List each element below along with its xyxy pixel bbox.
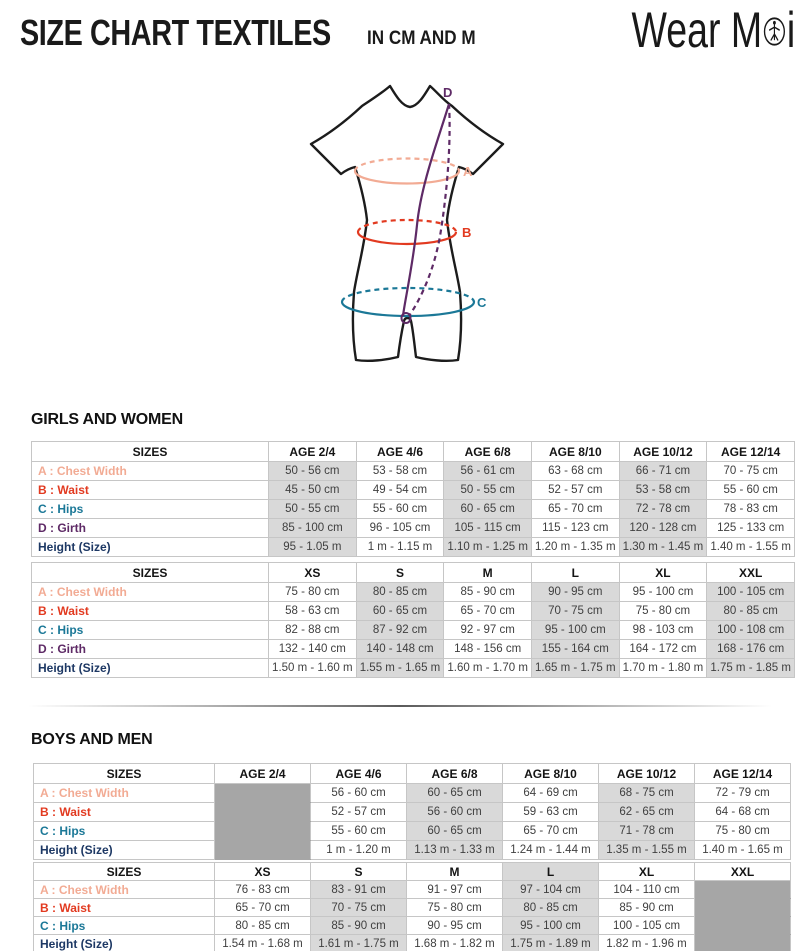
size-cell: 98 - 103 cm (619, 621, 707, 640)
column-header: AGE 2/4 (215, 764, 311, 784)
size-cell: 1.61 m - 1.75 m (311, 935, 407, 951)
size-cell: 95 - 100 cm (619, 583, 707, 602)
size-cell: 75 - 80 cm (407, 899, 503, 917)
column-header: L (531, 563, 619, 583)
row-label: D : Girth (32, 519, 269, 538)
size-cell: 1.40 m - 1.55 m (707, 538, 795, 557)
row-label: Height (Size) (34, 935, 215, 951)
body-measurement-diagram (300, 80, 510, 376)
section-divider (28, 705, 772, 707)
table-row (34, 803, 791, 822)
row-label: A : Chest Width (34, 881, 215, 899)
size-cell: 50 - 56 cm (269, 462, 357, 481)
size-cell: 65 - 70 cm (215, 899, 311, 917)
size-cell: 85 - 90 cm (444, 583, 532, 602)
size-cell: 70 - 75 cm (531, 602, 619, 621)
size-cell: 1.13 m - 1.33 m (407, 841, 503, 860)
row-label: Height (Size) (34, 841, 215, 860)
size-cell: 90 - 95 cm (531, 583, 619, 602)
size-cell: 56 - 60 cm (407, 803, 503, 822)
size-cell (215, 841, 311, 860)
boys-letter-size-table (33, 862, 791, 951)
size-cell: 85 - 100 cm (269, 519, 357, 538)
table-row (32, 621, 795, 640)
column-header: XXL (695, 863, 791, 881)
page-title: SIZE CHART TEXTILES (20, 12, 331, 53)
size-cell: 55 - 60 cm (311, 822, 407, 841)
table-row (34, 917, 791, 935)
size-cell: 55 - 60 cm (707, 481, 795, 500)
size-cell: 1 m - 1.15 m (356, 538, 444, 557)
table-row (34, 935, 791, 951)
header-row (32, 563, 795, 583)
size-cell: 78 - 83 cm (707, 500, 795, 519)
size-cell: 68 - 75 cm (599, 784, 695, 803)
size-cell: 92 - 97 cm (444, 621, 532, 640)
size-cell: 60 - 65 cm (444, 500, 532, 519)
size-cell: 95 - 100 cm (531, 621, 619, 640)
column-header: AGE 4/6 (311, 764, 407, 784)
header-row (34, 863, 791, 881)
column-header: M (407, 863, 503, 881)
row-label: A : Chest Width (32, 462, 269, 481)
chest-ellipse-back (355, 159, 459, 172)
size-cell: 52 - 57 cm (311, 803, 407, 822)
row-label: C : Hips (32, 621, 269, 640)
row-label: C : Hips (32, 500, 269, 519)
size-cell: 1.20 m - 1.35 m (531, 538, 619, 557)
girls-letter-size-table (31, 562, 795, 678)
size-cell: 1.68 m - 1.82 m (407, 935, 503, 951)
size-cell: 62 - 65 cm (599, 803, 695, 822)
chest-label: A (463, 164, 473, 179)
row-label: A : Chest Width (34, 784, 215, 803)
table-row (32, 602, 795, 621)
column-header: XL (619, 563, 707, 583)
size-cell: 80 - 85 cm (215, 917, 311, 935)
column-header: AGE 6/8 (444, 442, 532, 462)
size-cell: 85 - 90 cm (599, 899, 695, 917)
size-cell: 95 - 100 cm (503, 917, 599, 935)
size-cell: 140 - 148 cm (356, 640, 444, 659)
size-cell: 1.55 m - 1.65 m (356, 659, 444, 678)
size-cell: 1.82 m - 1.96 m (599, 935, 695, 951)
size-cell: 125 - 133 cm (707, 519, 795, 538)
table-row (32, 583, 795, 602)
size-cell: 168 - 176 cm (707, 640, 795, 659)
row-label: B : Waist (32, 602, 269, 621)
column-header: AGE 12/14 (707, 442, 795, 462)
size-cell: 75 - 80 cm (695, 822, 791, 841)
row-label: Height (Size) (32, 659, 269, 678)
column-header: S (356, 563, 444, 583)
size-cell: 49 - 54 cm (356, 481, 444, 500)
table-row (34, 881, 791, 899)
size-cell (215, 803, 311, 822)
size-cell: 60 - 65 cm (356, 602, 444, 621)
size-cell (695, 917, 791, 935)
size-cell: 75 - 80 cm (269, 583, 357, 602)
size-cell: 1.40 m - 1.65 m (695, 841, 791, 860)
size-cell: 80 - 85 cm (356, 583, 444, 602)
size-cell: 1.60 m - 1.70 m (444, 659, 532, 678)
size-cell: 56 - 61 cm (444, 462, 532, 481)
size-cell: 56 - 60 cm (311, 784, 407, 803)
size-cell: 105 - 115 cm (444, 519, 532, 538)
size-cell: 83 - 91 cm (311, 881, 407, 899)
size-cell: 1.30 m - 1.45 m (619, 538, 707, 557)
column-header: AGE 8/10 (503, 764, 599, 784)
size-cell: 45 - 50 cm (269, 481, 357, 500)
row-label: C : Hips (34, 822, 215, 841)
column-header: XXL (707, 563, 795, 583)
hips-label: C (477, 295, 487, 310)
size-cell: 100 - 105 cm (707, 583, 795, 602)
size-cell: 115 - 123 cm (531, 519, 619, 538)
size-cell: 53 - 58 cm (619, 481, 707, 500)
column-header: L (503, 863, 599, 881)
size-cell: 1.24 m - 1.44 m (503, 841, 599, 860)
size-cell: 50 - 55 cm (269, 500, 357, 519)
column-header: XS (215, 863, 311, 881)
size-cell: 64 - 68 cm (695, 803, 791, 822)
column-header: AGE 2/4 (269, 442, 357, 462)
page-header (20, 12, 620, 52)
row-label: B : Waist (32, 481, 269, 500)
table-row (34, 899, 791, 917)
size-cell: 1.75 m - 1.89 m (503, 935, 599, 951)
size-cell: 80 - 85 cm (503, 899, 599, 917)
girth-line-back (409, 104, 450, 316)
size-cell: 1.50 m - 1.60 m (269, 659, 357, 678)
section-title-girls-and-women: GIRLS AND WOMEN (31, 411, 183, 428)
size-cell: 100 - 105 cm (599, 917, 695, 935)
size-cell: 65 - 70 cm (503, 822, 599, 841)
size-cell: 59 - 63 cm (503, 803, 599, 822)
body-outline (311, 86, 503, 361)
column-header: XL (599, 863, 695, 881)
header-row (34, 764, 791, 784)
size-cell: 60 - 65 cm (407, 784, 503, 803)
size-cell: 71 - 78 cm (599, 822, 695, 841)
size-cell (695, 935, 791, 951)
row-label: A : Chest Width (32, 583, 269, 602)
size-cell: 120 - 128 cm (619, 519, 707, 538)
size-cell: 148 - 156 cm (444, 640, 532, 659)
size-cell: 91 - 97 cm (407, 881, 503, 899)
girth-label: D (443, 85, 453, 100)
column-header: SIZES (34, 764, 215, 784)
size-cell (695, 881, 791, 899)
table-row (32, 500, 795, 519)
size-cell: 1.70 m - 1.80 m (619, 659, 707, 678)
column-header: SIZES (32, 563, 269, 583)
waist-label: B (462, 225, 472, 240)
table-row (34, 841, 791, 860)
size-cell: 55 - 60 cm (356, 500, 444, 519)
size-cell: 97 - 104 cm (503, 881, 599, 899)
size-cell: 58 - 63 cm (269, 602, 357, 621)
size-cell: 82 - 88 cm (269, 621, 357, 640)
table-row (32, 538, 795, 557)
size-cell: 65 - 70 cm (531, 500, 619, 519)
size-cell: 80 - 85 cm (707, 602, 795, 621)
size-cell: 75 - 80 cm (619, 602, 707, 621)
dancer-in-circle-icon (763, 16, 786, 47)
column-header: AGE 4/6 (356, 442, 444, 462)
size-cell: 72 - 78 cm (619, 500, 707, 519)
size-cell: 1.75 m - 1.85 m (707, 659, 795, 678)
table-row (32, 481, 795, 500)
brand-logo-inner (631, 2, 795, 58)
size-cell: 52 - 57 cm (531, 481, 619, 500)
column-header: SIZES (32, 442, 269, 462)
size-cell: 72 - 79 cm (695, 784, 791, 803)
size-cell: 155 - 164 cm (531, 640, 619, 659)
section-title-boys-and-men: BOYS AND MEN (31, 731, 153, 748)
girls-age-size-table (31, 441, 795, 557)
size-cell: 63 - 68 cm (531, 462, 619, 481)
column-header: AGE 6/8 (407, 764, 503, 784)
row-label: C : Hips (34, 917, 215, 935)
brand-logo-text-left: Wear M (631, 2, 762, 58)
size-cell: 100 - 108 cm (707, 621, 795, 640)
brand-logo-text-right: i (786, 2, 795, 58)
column-header: S (311, 863, 407, 881)
size-cell: 1 m - 1.20 m (311, 841, 407, 860)
column-header: AGE 12/14 (695, 764, 791, 784)
table-row (34, 784, 791, 803)
column-header: M (444, 563, 532, 583)
column-header: XS (269, 563, 357, 583)
size-cell: 76 - 83 cm (215, 881, 311, 899)
brand-logo (577, 2, 795, 58)
size-cell: 1.65 m - 1.75 m (531, 659, 619, 678)
size-cell: 104 - 110 cm (599, 881, 695, 899)
row-label: B : Waist (34, 899, 215, 917)
size-cell: 164 - 172 cm (619, 640, 707, 659)
table-row (34, 822, 791, 841)
row-label: B : Waist (34, 803, 215, 822)
column-header: SIZES (34, 863, 215, 881)
boys-age-size-table (33, 763, 791, 860)
size-cell: 96 - 105 cm (356, 519, 444, 538)
size-cell: 132 - 140 cm (269, 640, 357, 659)
size-cell: 1.10 m - 1.25 m (444, 538, 532, 557)
size-cell: 85 - 90 cm (311, 917, 407, 935)
size-cell: 70 - 75 cm (311, 899, 407, 917)
size-cell (215, 784, 311, 803)
size-cell: 70 - 75 cm (707, 462, 795, 481)
chest-ellipse-front (355, 171, 459, 184)
size-cell: 53 - 58 cm (356, 462, 444, 481)
table-row (32, 640, 795, 659)
table-row (32, 462, 795, 481)
page-subtitle: IN CM AND M (367, 28, 476, 49)
column-header: AGE 10/12 (619, 442, 707, 462)
row-label: D : Girth (32, 640, 269, 659)
column-header: AGE 8/10 (531, 442, 619, 462)
row-label: Height (Size) (32, 538, 269, 557)
table-row (32, 519, 795, 538)
size-cell: 95 - 1.05 m (269, 538, 357, 557)
size-cell: 65 - 70 cm (444, 602, 532, 621)
column-header: AGE 10/12 (599, 764, 695, 784)
header-row (32, 442, 795, 462)
size-cell: 90 - 95 cm (407, 917, 503, 935)
table-row (32, 659, 795, 678)
size-cell: 50 - 55 cm (444, 481, 532, 500)
size-cell (215, 822, 311, 841)
size-cell: 60 - 65 cm (407, 822, 503, 841)
size-cell: 66 - 71 cm (619, 462, 707, 481)
size-cell: 1.54 m - 1.68 m (215, 935, 311, 951)
size-cell: 87 - 92 cm (356, 621, 444, 640)
size-cell: 64 - 69 cm (503, 784, 599, 803)
size-cell (695, 899, 791, 917)
size-cell: 1.35 m - 1.55 m (599, 841, 695, 860)
